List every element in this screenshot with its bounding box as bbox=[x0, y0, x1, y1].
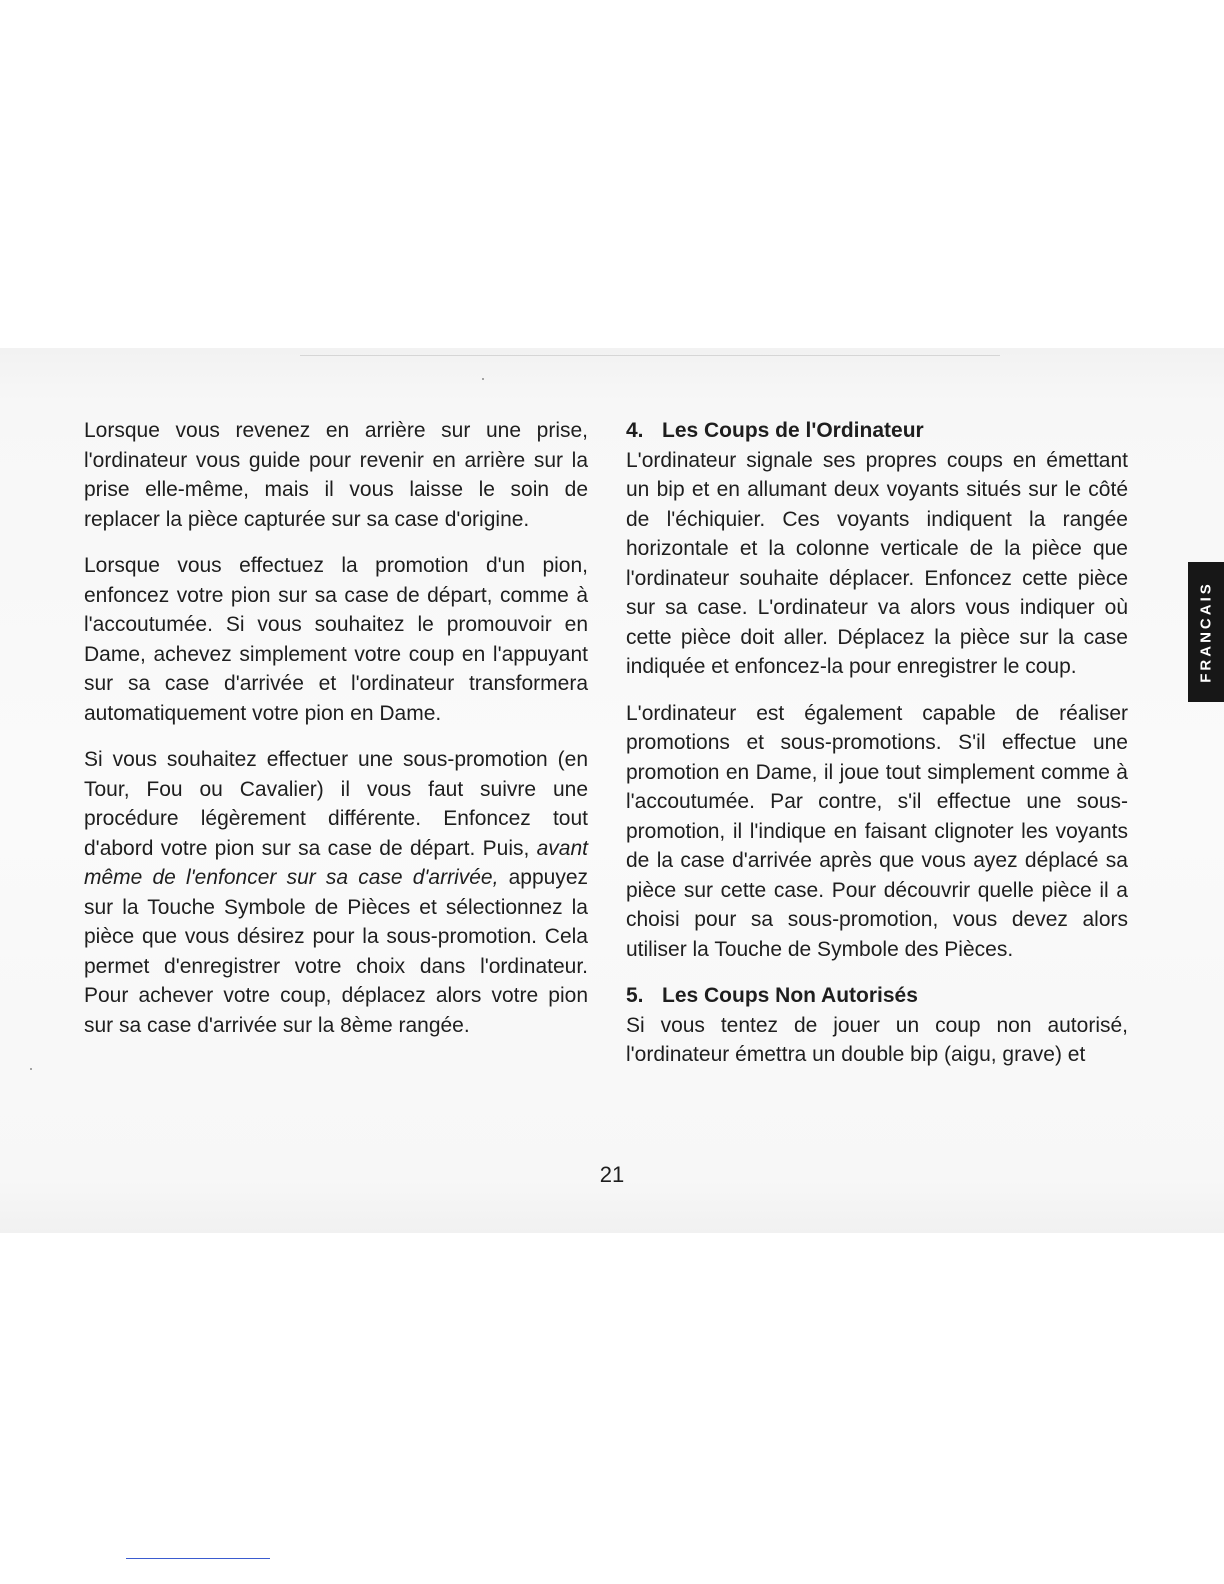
section-4-heading bbox=[626, 416, 1128, 446]
section-5-heading bbox=[626, 981, 1128, 1011]
paragraph-coups-ordinateur: L'ordinateur signale ses propres coups en émettant un bip et en allumant deux voyants situés sur le côté de l'échiquier. Ces voyants indiquent la rangée horizontale et la colonne verticale de la pièce que l'ordinateur souhaite déplacer. Enfoncez cette pièce sur sa case. L'ordinateur va alors vous indiquer où cette pièce doit aller. Déplacez la pièce sur la case indiquée et enfoncez-la pour enregistrer le coup. bbox=[626, 448, 1128, 678]
paragraph-prise-retour: Lorsque vous revenez en arrière sur une prise, l'ordinateur vous guide pour revenir en arrière sur la prise elle-même, mais il vous laisse le soin de replacer la pièce capturée sur sa case d'origine. bbox=[84, 419, 588, 531]
section-4-title: Les Coups de l'Ordinateur bbox=[662, 419, 924, 442]
paragraph-promotions-ordinateur: L'ordinateur est également capable de réaliser promotions et sous-promotions. S'il effectue une promotion en Dame, il joue tout simplement comme à l'accoutumée. Par contre, s'il effectue une sous-promotion, il l'indique en faisant clignoter les voyants de la case d'arrivée après que vous ayez déplacé sa pièce sur cette case. Pour découvrir quelle pièce il a choisi pour sa sous-promotion, vous devez alors utiliser la Touche de Symbole des Pièces. bbox=[626, 701, 1128, 961]
bottom-rule bbox=[126, 1558, 270, 1559]
sous-promotion-text-end: appuyez sur la Touche Symbole de Pièces et sélectionnez la pièce que vous désirez pour la sous-promotion. Cela permet d'enregistrer votre choix dans l'ordinateur. Pour achever votre coup, déplacez alors votre pion sur sa case d'arrivée sur la 8ème rangée. bbox=[84, 866, 589, 1037]
page-number: 21 bbox=[599, 1162, 625, 1187]
paragraph-sous-promotion bbox=[84, 745, 588, 1040]
language-tab-label: FRANCAIS bbox=[1197, 581, 1215, 683]
section-4-number: 4. bbox=[626, 419, 644, 442]
language-tab bbox=[1188, 562, 1224, 702]
scan-speck bbox=[482, 378, 484, 380]
scan-speck bbox=[30, 1068, 32, 1070]
right-text-column bbox=[626, 416, 1128, 1087]
sous-promotion-text-start: Si vous souhaitez effectuer une sous-promotion (en Tour, Fou ou Cavalier) il vous faut suivre une procédure légèrement différente. Enfoncez tout d'abord votre pion sur sa case de départ. Puis, bbox=[84, 748, 588, 860]
section-5-number: 5. bbox=[626, 984, 644, 1007]
left-text-column bbox=[84, 416, 588, 1057]
section-5-title: Les Coups Non Autorisés bbox=[662, 984, 918, 1007]
sous-promotion-emphasis: avant même de l'enfoncer sur sa case d'arrivée, bbox=[84, 836, 588, 889]
top-scan-rule bbox=[300, 355, 1000, 356]
paragraph-coups-non-autorises: Si vous tentez de jouer un coup non autorisé, l'ordinateur émettra un double bip (aigu, grave) et bbox=[626, 1013, 1128, 1066]
paragraph-promotion: Lorsque vous effectuez la promotion d'un pion, enfoncez votre pion sur sa case de départ, comme à l'accoutumée. Si vous souhaitez le promouvoir en Dame, achevez simplement votre coup en l'appuyant sur sa case d'arrivée et l'ordinateur transformera automatiquement votre pion en Dame. bbox=[84, 554, 588, 725]
